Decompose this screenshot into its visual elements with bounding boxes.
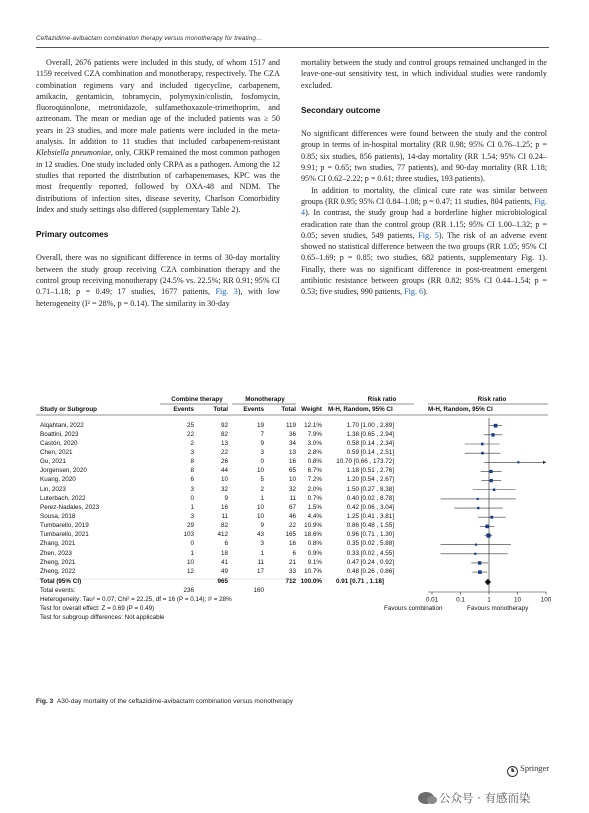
paragraph-secondary: No significant differences were found between the study and the control group in terms of in-hospital mortality (RR 0.98; 95% CI 0.76–1.25; p = 0.85; six studies, 856 patients), 14-day mortality (RR 1.54; 95% CI 0.24–9.91; p = 0.65; two studies, 77 patients), and 90-day mortality (RR 1.18; 95% CI 0.62–2.22; p = 0.61; three studies, 193 patients). xyxy=(301,129,547,184)
total-combo: 49 xyxy=(220,567,228,575)
header-total-combo: Total xyxy=(213,406,228,413)
header-study: Study or Subgroup xyxy=(40,406,98,413)
paragraph-patients: Overall, 2676 patients were included in this study, of whom 1517 and 1159 received CZA combination and monotherapy, respectively. The CZA combination regimens vary and included tigecycline, carbapenem, amikacin, gentamicin, tobramycin, polymyxin/colistin, fosfomycin, fluoroquinolone, metronidazole, sulfamethoxazole-trimethoprim, and aztreonam. The mean or median age of the included patients was ≥ 50 years in 23 studies, and more male patients were included in the meta-analysis. In addition to 11 studies that included carbapenem-resistant Klebsiella pneumoniae, only, CRKP remained the most common pathogen in 12 studies. One study included only CRPA as a pathogen. Among the 12 studies that reported the distribution of carbapenemases, KPC was the most frequently reported, followed by OXA-48 and NDM. The distributions of infection sites, disease severity, Charlson Comorbidity Index and study settings also differed (supplementary Table 2). xyxy=(36,58,280,214)
total-combo: 26 xyxy=(220,458,228,466)
study-weight: 10.7% xyxy=(304,567,322,575)
total-mono: 34 xyxy=(288,439,296,447)
effect-point xyxy=(489,470,492,473)
ci-arrow xyxy=(543,461,546,465)
effect-point xyxy=(490,479,493,482)
total-events-label: Total events: xyxy=(40,587,76,594)
events-combo: 3 xyxy=(190,513,194,520)
study-ci: 10.70 [0.66 , 173.72] xyxy=(336,458,394,466)
running-head: Ceftazidime-avibactam combination therapy versus monotherapy for treating… xyxy=(36,35,263,42)
paragraph-cure-rate: In addition to mortality, the clinical cure rate was similar between groups (RR 0.95; 95% CI 0.84–1.08; p = 0.47; 11 studies, 804 patients, Fig. 4). In contrast, the study group had a borderline higher microbiological eradication rate than the control group (RR 1.15; 95% CI 1.00–1.32; p = 0.05; seven studies, 549 patients, Fig. 5). The risk of an adverse event showed no statistical difference between the two groups (RR 1.05; 95% CI 0.65–1.69; p = 0.85; two studies, 682 patients, supplementary Fig. 1). Finally, there was no significant difference in post-treatment emergent antibiotic resistance between groups (RR 0.82; 95% CI 0.44–1.54; p = 0.53; five studies, 990 patients, Fig. 6). xyxy=(301,185,547,297)
events-combo: 25 xyxy=(186,421,194,429)
total-combo: 44 xyxy=(220,467,228,475)
events-combo: 103 xyxy=(183,531,194,539)
effect-point xyxy=(490,516,493,519)
events-combo: 8 xyxy=(190,467,194,475)
events-combo: 22 xyxy=(186,430,194,438)
total-combo: 92 xyxy=(220,421,228,429)
x-tick-label: 0.1 xyxy=(456,596,465,604)
events-mono: 10 xyxy=(256,503,264,511)
study-weight: 0.8% xyxy=(307,458,322,466)
events-mono: 7 xyxy=(260,430,264,438)
x-tick-label: 10 xyxy=(513,596,522,604)
study-weight: 0.7% xyxy=(307,494,322,502)
heterogeneity-text: Heterogeneity: Tau² = 0.07; Chi² = 22.25, df = 16 (P = 0.14); I² = 28% xyxy=(40,596,232,603)
total-events-combo: 236 xyxy=(183,587,194,594)
study-ci: 0.40 [0.02 , 8.78] xyxy=(346,494,394,502)
effect-point xyxy=(477,498,479,500)
header-weight: Weight xyxy=(301,406,322,413)
paragraph-primary: Overall, there was no significant difference in terms of 30-day mortality between the study group receiving CZA combination therapy and the control group receiving monotherapy (24.5% vs. 22.5%; RR 0.91; 95% CI 0.71–1.18; p = 0.49; 17 studies, 1677 patients, Fig. 3), with low heterogeneity (I² = 28%, p = 0.14). The similarity in 30-day xyxy=(36,253,280,308)
header-monotherapy: Monotherapy xyxy=(245,396,285,403)
study-weight: 10.9% xyxy=(304,522,322,530)
total-n-combo: 965 xyxy=(217,578,228,585)
study-weight: 2.8% xyxy=(307,448,322,456)
forest-plot-figure xyxy=(36,394,552,668)
header-events-mono: Events xyxy=(243,406,264,413)
total-mono: 36 xyxy=(288,430,296,438)
total-mono: 16 xyxy=(288,458,296,466)
study-weight: 3.0% xyxy=(307,439,322,447)
study-weight: 0.8% xyxy=(307,540,322,548)
study-name: Chen, 2021 xyxy=(40,448,73,456)
study-name: Zhen, 2023 xyxy=(40,549,72,557)
events-combo: 3 xyxy=(190,448,194,456)
publisher-logo: ♞ Springer xyxy=(507,764,549,777)
right-column xyxy=(301,57,547,298)
study-name: Luterbach, 2022 xyxy=(40,494,86,502)
events-combo: 12 xyxy=(186,567,194,575)
total-mono: 33 xyxy=(288,567,296,575)
study-ci: 0.47 [0.24 , 0.92] xyxy=(346,558,394,566)
study-name: Tumbarello, 2021 xyxy=(40,531,89,539)
study-name: Castón, 2020 xyxy=(40,439,78,447)
study-ci: 0.33 [0.02 , 4.55] xyxy=(346,549,394,557)
total-weight: 100.0% xyxy=(300,578,322,585)
pooled-diamond xyxy=(485,579,491,585)
effect-point xyxy=(485,525,489,529)
study-weight: 9.1% xyxy=(307,558,322,566)
total-mono: 10 xyxy=(288,476,296,484)
effect-point xyxy=(478,561,481,564)
events-combo: 10 xyxy=(186,558,194,566)
header-risk-ratio-plot: Risk ratio xyxy=(477,396,507,403)
study-name: Zhang, 2021 xyxy=(40,540,76,548)
figure-caption: Fig. 3 A30-day mortality of the ceftazidime-avibactam combination versus monotherapy xyxy=(36,698,293,705)
events-combo: 6 xyxy=(190,476,194,484)
events-combo: 1 xyxy=(190,549,194,557)
total-mono: 119 xyxy=(285,421,296,429)
left-column xyxy=(36,57,280,309)
events-mono: 9 xyxy=(260,439,264,447)
effect-point xyxy=(477,507,479,509)
study-weight: 0.9% xyxy=(307,549,322,557)
events-combo: 0 xyxy=(190,494,194,502)
springer-horse-icon: ♞ xyxy=(507,766,518,777)
effect-point xyxy=(475,544,477,546)
events-mono: 0 xyxy=(260,458,264,466)
favours-monotherapy: Favours monotherapy xyxy=(467,605,529,612)
total-mono: 165 xyxy=(285,531,296,539)
header-events-combo: Events xyxy=(173,406,194,413)
study-name: Lin, 2023 xyxy=(40,485,66,493)
total-combo: 6 xyxy=(224,540,228,548)
effect-point xyxy=(481,443,484,446)
study-ci: 0.96 [0.71 , 1.30] xyxy=(346,531,394,539)
wechat-watermark: 公众号 · 有感而染 xyxy=(418,790,530,806)
fig4-link[interactable]: Fig. 4 xyxy=(301,196,547,218)
study-weight: 7.2% xyxy=(307,476,322,484)
total-combo: 10 xyxy=(220,476,228,484)
events-mono: 17 xyxy=(256,567,264,575)
study-name: Jorgensen, 2020 xyxy=(40,467,87,475)
study-ci: 0.59 [0.14 , 2.51] xyxy=(346,448,394,456)
study-ci: 0.48 [0.26 , 0.86] xyxy=(346,567,394,575)
study-ci: 1.38 [0.65 , 2.94] xyxy=(346,430,394,438)
events-mono: 2 xyxy=(260,485,264,493)
events-combo: 1 xyxy=(190,503,194,511)
total-combo: 13 xyxy=(220,439,228,447)
total-combo: 11 xyxy=(221,513,228,520)
study-name: Kuang, 2020 xyxy=(40,476,76,484)
total-combo: 82 xyxy=(220,430,228,438)
total-combo: 9 xyxy=(224,494,228,502)
total-mono: 46 xyxy=(288,513,296,520)
total-combo: 18 xyxy=(220,549,228,557)
total-mono: 13 xyxy=(288,448,296,456)
total-ci: 0.91 [0.71 , 1.18] xyxy=(336,578,384,585)
study-weight: 2.0% xyxy=(307,485,322,493)
study-ci: 1.50 [0.27 , 8.38] xyxy=(346,485,394,493)
total-mono: 6 xyxy=(292,549,296,557)
study-weight: 4.4% xyxy=(307,513,322,520)
study-ci: 1.70 [1.00 , 2.89] xyxy=(346,421,394,429)
study-weight: 1.5% xyxy=(307,503,322,511)
total-mono: 67 xyxy=(288,503,296,511)
events-mono: 9 xyxy=(260,522,264,530)
events-mono: 3 xyxy=(260,540,264,548)
study-ci: 1.20 [0.54 , 2.67] xyxy=(346,476,394,484)
events-mono: 1 xyxy=(260,494,264,502)
study-name: Boattini, 2023 xyxy=(40,430,79,438)
study-weight: 18.6% xyxy=(304,531,322,539)
study-ci: 1.25 [0.41 , 3.81] xyxy=(346,513,394,520)
study-weight: 12.1% xyxy=(304,421,322,429)
study-name: Zheng, 2021 xyxy=(40,558,76,566)
total-events-mono: 160 xyxy=(253,587,264,594)
header-method: M-H, Random, 95% CI xyxy=(328,406,393,413)
total-mono: 65 xyxy=(288,467,296,475)
total-mono: 16 xyxy=(288,540,296,548)
study-ci: 0.86 [0.48 , 1.55] xyxy=(346,522,394,530)
events-mono: 1 xyxy=(260,549,264,557)
effect-point xyxy=(491,433,494,436)
total-combo: 412 xyxy=(217,531,228,539)
effect-point xyxy=(517,461,519,463)
heading-primary-outcomes: Primary outcomes xyxy=(36,229,109,240)
total-label: Total (95% CI) xyxy=(40,578,82,585)
fig3-link[interactable]: Fig. 3 xyxy=(215,287,238,297)
study-name: Perez-Nadales, 2023 xyxy=(40,503,100,511)
paragraph-sensitivity: mortality between the study and control groups remained unchanged in the leave-one-out sensitivity test, in which individual studies were randomly excluded. xyxy=(301,58,547,90)
effect-point xyxy=(478,570,482,574)
header-risk-ratio: Risk ratio xyxy=(367,396,397,403)
effect-point xyxy=(493,489,495,491)
total-mono: 22 xyxy=(288,522,296,530)
events-combo: 29 xyxy=(186,522,194,530)
events-combo: 8 xyxy=(190,458,194,466)
events-mono: 3 xyxy=(260,448,264,456)
total-mono: 11 xyxy=(289,494,296,502)
events-combo: 0 xyxy=(190,540,194,548)
events-mono: 10 xyxy=(256,513,264,520)
wechat-icon xyxy=(418,792,434,804)
total-combo: 82 xyxy=(220,522,228,530)
effect-point xyxy=(481,452,484,455)
study-name: Gu, 2021 xyxy=(40,458,66,466)
study-name: Alqahtani, 2022 xyxy=(40,421,84,429)
effect-point xyxy=(486,533,490,537)
overall-effect-text: Test for overall effect: Z = 0.69 (P = 0.49) xyxy=(40,605,155,612)
favours-combination: Favours combination xyxy=(384,605,443,612)
study-ci: 1.18 [0.51 , 2.76] xyxy=(346,467,394,475)
header-method-plot: M-H, Random, 95% CI xyxy=(428,406,493,413)
events-mono: 43 xyxy=(256,531,264,539)
subgroup-diff-text: Test for subgroup differences: Not applicable xyxy=(40,614,165,621)
heading-secondary-outcome: Secondary outcome xyxy=(301,104,381,115)
x-tick-label: 100 xyxy=(540,596,552,604)
effect-point xyxy=(494,424,498,428)
x-tick-label: 0.01 xyxy=(425,596,439,604)
total-mono: 32 xyxy=(288,485,296,493)
study-ci: 0.42 [0.06 , 3.04] xyxy=(346,503,394,511)
study-weight: 6.7% xyxy=(307,467,322,475)
total-mono: 21 xyxy=(288,558,296,566)
x-tick-label: 1 xyxy=(487,596,491,604)
events-combo: 2 xyxy=(190,439,194,447)
effect-point xyxy=(474,553,476,555)
total-n-mono: 712 xyxy=(285,578,296,585)
fig5-link[interactable]: Fig. 5 xyxy=(418,230,439,240)
events-mono: 5 xyxy=(260,476,264,484)
header-combination: Combine therapy xyxy=(171,396,223,403)
fig6-link[interactable]: Fig. 6 xyxy=(404,287,424,297)
study-weight: 7.9% xyxy=(307,430,322,438)
events-combo: 3 xyxy=(190,485,194,493)
events-mono: 19 xyxy=(256,421,264,429)
total-combo: 41 xyxy=(220,558,228,566)
header-total-mono: Total xyxy=(281,406,296,413)
events-mono: 11 xyxy=(257,558,264,566)
study-name: Zheng, 2022 xyxy=(40,567,76,575)
study-name: Tumbarello, 2019 xyxy=(40,522,89,530)
header-rule xyxy=(36,47,549,48)
study-ci: 0.35 [0.02 , 5.88] xyxy=(346,540,394,548)
total-combo: 32 xyxy=(220,485,228,493)
total-combo: 22 xyxy=(220,448,228,456)
study-name: Sousa, 2018 xyxy=(40,513,76,520)
events-mono: 10 xyxy=(256,467,264,475)
study-ci: 0.58 [0.14 , 2.34] xyxy=(346,439,394,447)
total-combo: 16 xyxy=(220,503,228,511)
